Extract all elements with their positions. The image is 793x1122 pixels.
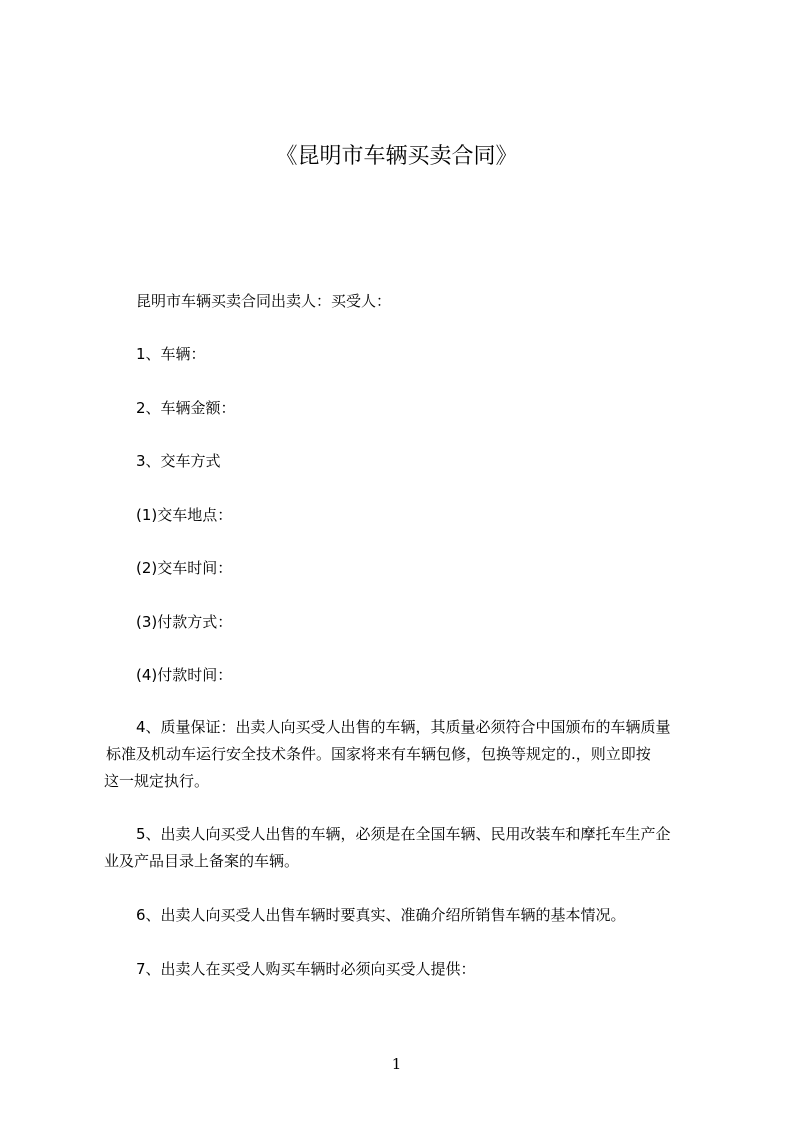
item-payment-time: (4)付款时间： bbox=[136, 666, 233, 684]
clause-4-line-3: 这一规定执行。 bbox=[104, 772, 210, 790]
clause-5-line-2: 业及产品目录上备案的车辆。 bbox=[104, 852, 300, 870]
item-delivery-time: (2)交车时间： bbox=[136, 559, 233, 577]
clause-4-line-2: 标准及机动车运行安全技术条件。国家将来有车辆包修，包换等规定的.，则立即按 bbox=[106, 745, 651, 763]
clause-truthful-information: 6、出卖人向买受人出售车辆时要真实、准确介绍所销售车辆的基本情况。 bbox=[136, 906, 626, 924]
clause-registered-vehicle bbox=[104, 821, 671, 875]
item-delivery-location: (1)交车地点： bbox=[136, 506, 233, 524]
contract-parties-line: 昆明市车辆买卖合同出卖人：买受人： bbox=[136, 292, 392, 310]
item-vehicle-amount: 2、车辆金额： bbox=[136, 399, 236, 417]
item-delivery-method: 3、交车方式 bbox=[136, 452, 221, 470]
clause-quality-guarantee bbox=[104, 714, 671, 795]
item-payment-method: (3)付款方式： bbox=[136, 613, 233, 631]
document-title: 《昆明市车辆买卖合同》 bbox=[275, 144, 518, 169]
page-number: 1 bbox=[391, 1055, 402, 1073]
clause-seller-provisions: 7、出卖人在买受人购买车辆时必须向买受人提供： bbox=[136, 960, 476, 978]
clause-4-line-1: 4、质量保证：出卖人向买受人出售的车辆，其质量必须符合中国颁布的车辆质量 bbox=[136, 718, 671, 736]
clause-5-line-1: 5、出卖人向买受人出售的车辆，必须是在全国车辆、民用改装车和摩托车生产企 bbox=[136, 825, 671, 843]
item-vehicle: 1、车辆： bbox=[136, 345, 206, 363]
